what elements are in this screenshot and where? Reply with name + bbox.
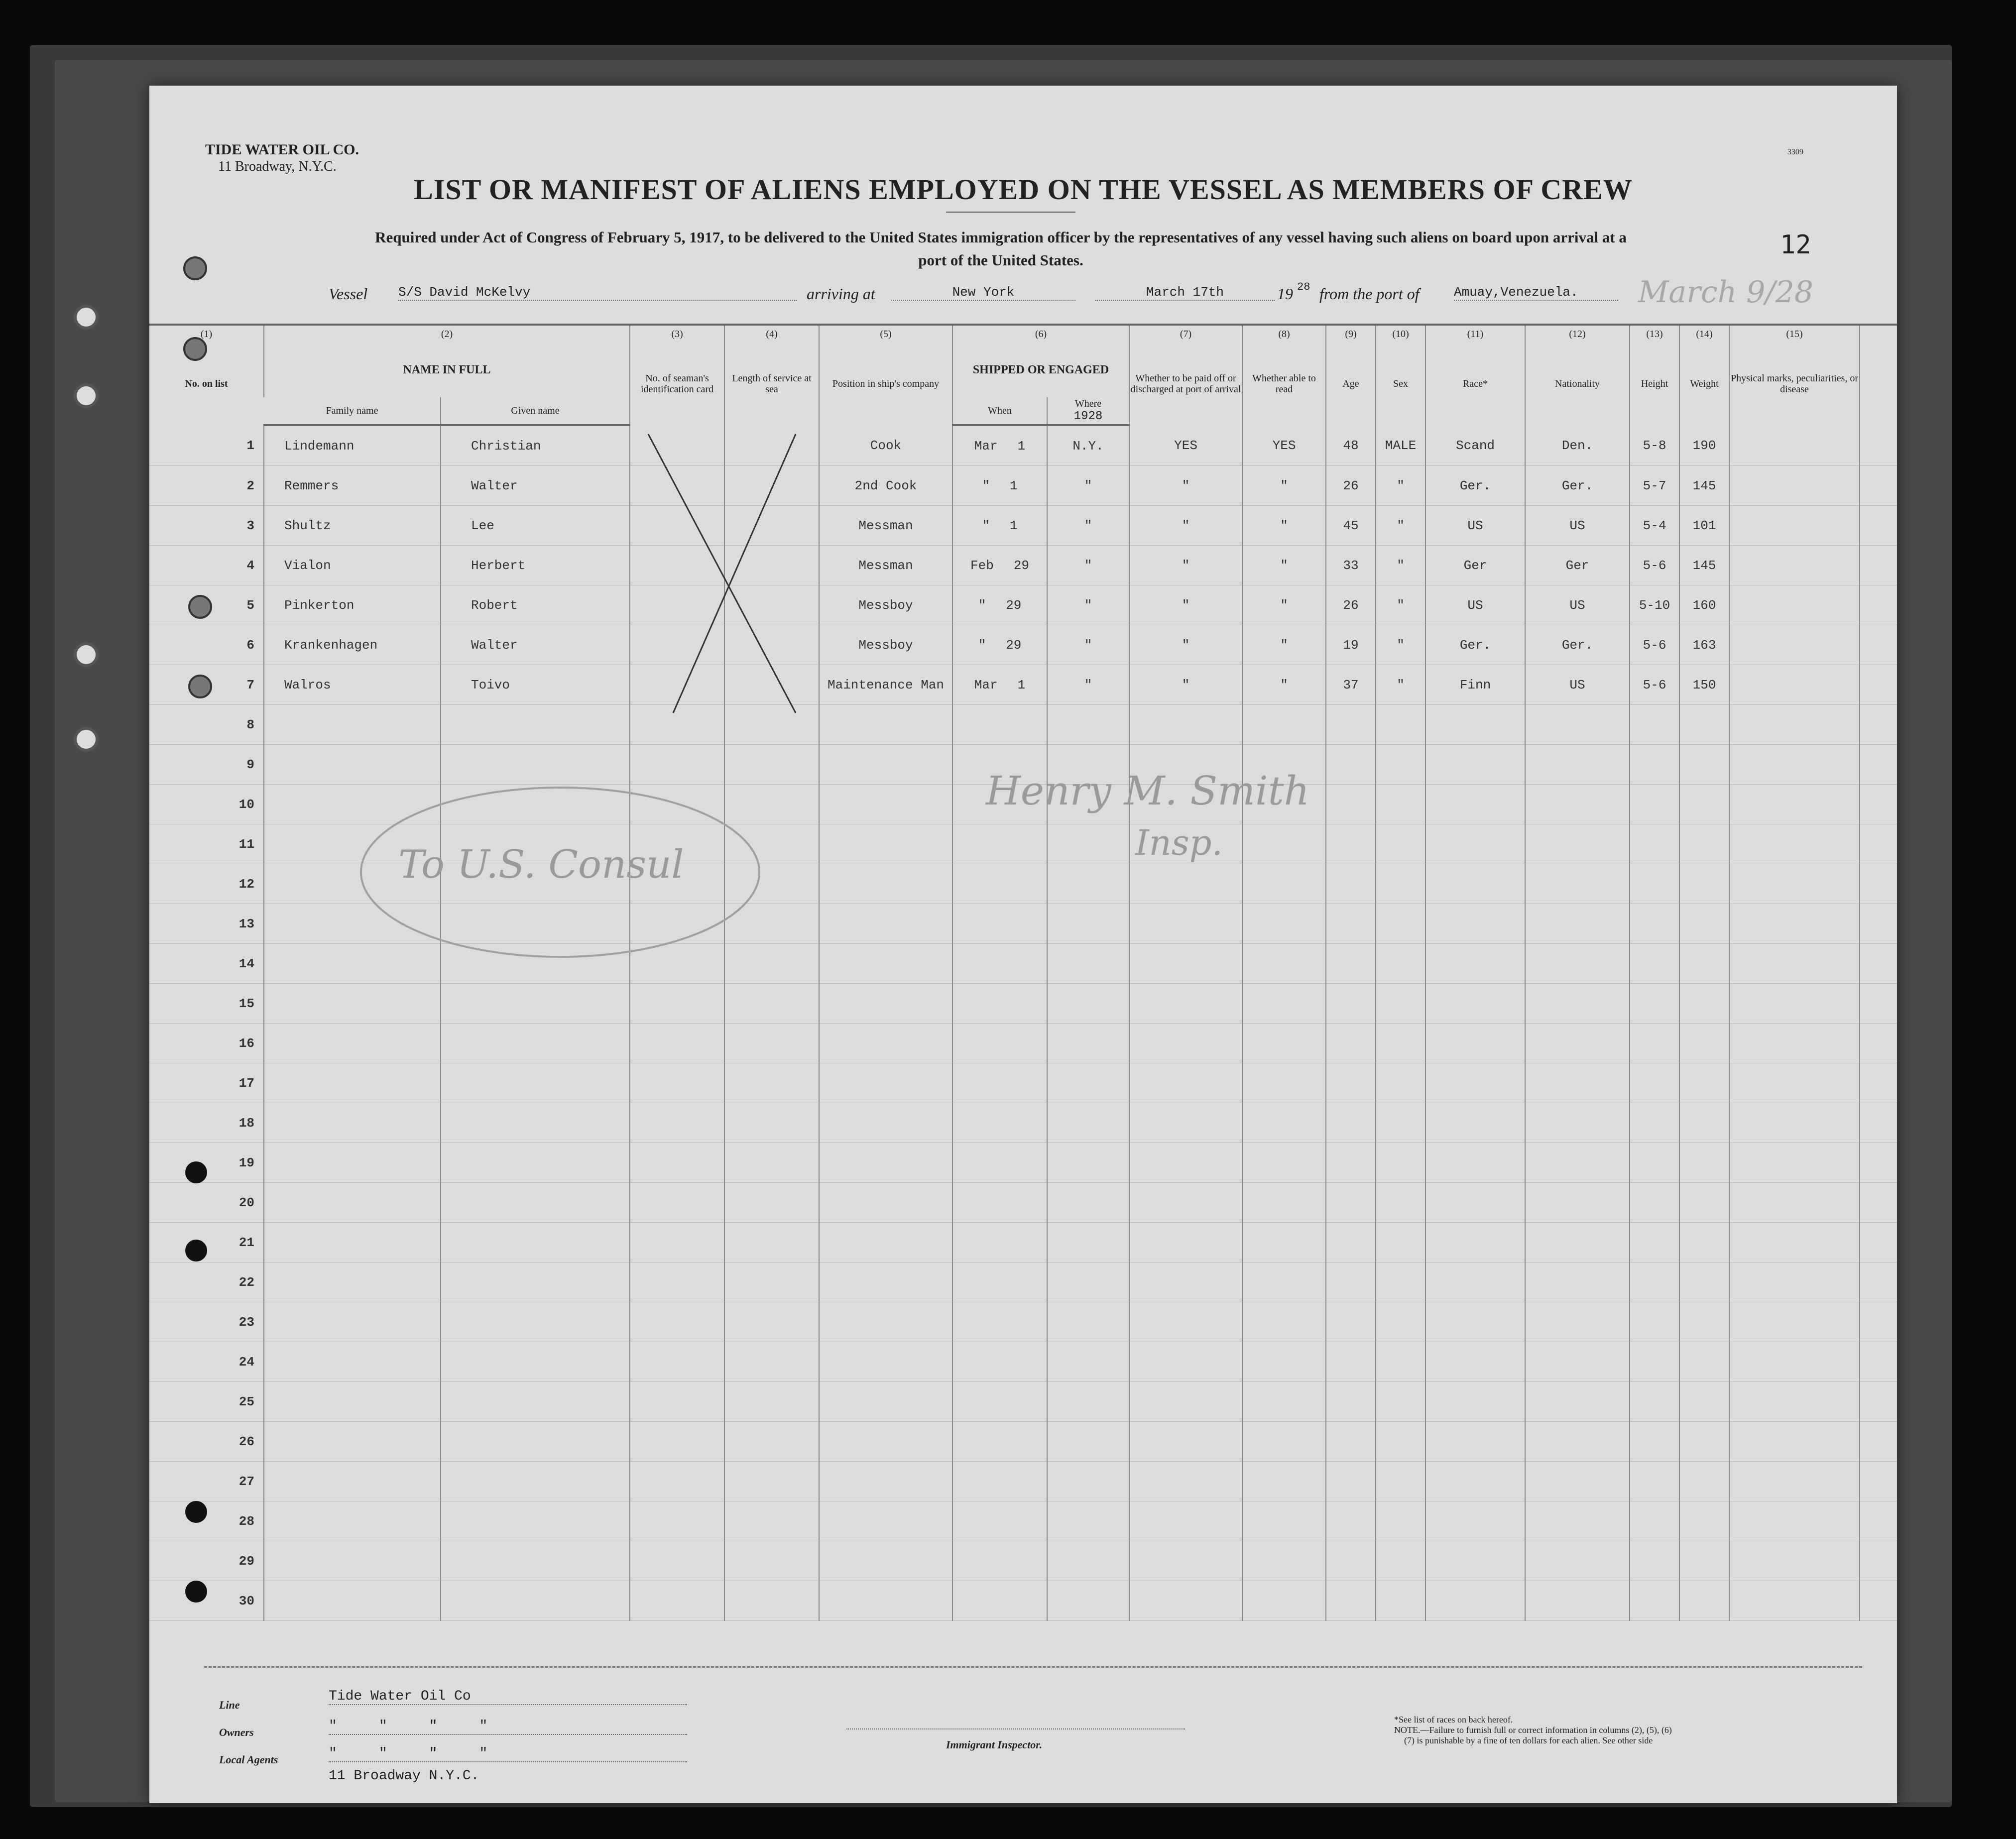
header-seaman-id: No. of seaman's identification card: [630, 343, 724, 425]
col-num-8: (8): [1242, 325, 1326, 343]
year-suffix: 28: [1297, 281, 1310, 293]
cell-where: ": [1047, 506, 1129, 546]
cell-age: 37: [1326, 665, 1376, 705]
line-number: 16: [149, 1024, 264, 1063]
cell-read: ": [1242, 625, 1326, 665]
line-number: 25: [149, 1382, 264, 1422]
line-number: 21: [149, 1223, 264, 1263]
line-number: 1: [149, 425, 264, 466]
header-no-on-list: No. on list: [185, 378, 228, 389]
cell-nationality: Den.: [1525, 425, 1630, 466]
cell-family: Krankenhagen: [264, 625, 441, 665]
owners-value: " " " ": [329, 1719, 687, 1735]
col-num-4: (4): [724, 325, 819, 343]
line-number: 9: [149, 745, 264, 785]
col-num-12: (12): [1525, 325, 1630, 343]
cell-when-month: ": [982, 478, 990, 493]
header-where-year: 1928: [1073, 410, 1103, 423]
header-length-service: Length of service at sea: [724, 343, 819, 425]
cell-weight: 145: [1679, 466, 1729, 506]
line-number: 8: [149, 705, 264, 745]
cell-weight: 163: [1679, 625, 1729, 665]
cell-read: ": [1242, 546, 1326, 585]
cell-sex: ": [1376, 585, 1425, 625]
header-age: Age: [1326, 343, 1376, 425]
cell-age: 19: [1326, 625, 1376, 665]
line-number: 10: [149, 785, 264, 824]
binder-hole: [74, 305, 99, 330]
cell-height: 5-6: [1630, 546, 1679, 585]
cell-nationality: US: [1525, 506, 1630, 546]
col-num-14: (14): [1679, 325, 1729, 343]
cell-height: 5-7: [1630, 466, 1679, 506]
line-number: 22: [149, 1263, 264, 1302]
binder-hole: [185, 1581, 207, 1603]
cell-where: ": [1047, 546, 1129, 585]
footnote-races: *See list of races on back hereof.: [1394, 1715, 1513, 1724]
cell-age: 48: [1326, 425, 1376, 466]
cell-paid: ": [1129, 585, 1242, 625]
cell-race: Ger.: [1425, 466, 1525, 506]
line-number: 19: [149, 1143, 264, 1183]
line-number: 3: [149, 506, 264, 546]
arriving-label: arriving at: [807, 285, 875, 303]
cell-family: Vialon: [264, 546, 441, 585]
cell-paid: ": [1129, 665, 1242, 705]
agents-value: " " " ": [329, 1746, 687, 1762]
line-number: 5: [149, 585, 264, 625]
cross-out-line: [648, 434, 796, 713]
cell-nationality: US: [1525, 665, 1630, 705]
line-number: 18: [149, 1103, 264, 1143]
header-when: When: [952, 397, 1047, 425]
line-number: 12: [149, 864, 264, 904]
cell-when-month: Feb: [970, 558, 994, 573]
vessel-label: Vessel: [329, 285, 368, 303]
agents-address: 11 Broadway N.Y.C.: [329, 1768, 479, 1784]
col-num-1: (1): [149, 325, 264, 343]
cell-read: ": [1242, 665, 1326, 705]
col-num-13: (13): [1630, 325, 1679, 343]
stamp-number: 3309: [1787, 148, 1803, 156]
binder-hole: [74, 727, 99, 752]
header-paid-off: Whether to be paid off or discharged at port of arrival: [1129, 343, 1242, 425]
cell-nationality: Ger.: [1525, 466, 1630, 506]
binder-hole: [185, 1161, 207, 1183]
cross-out-line: [673, 434, 796, 713]
cell-position: 2nd Cook: [819, 466, 952, 506]
cell-family: Shultz: [264, 506, 441, 546]
company-address: 11 Broadway, N.Y.C.: [218, 159, 337, 174]
line-number: 13: [149, 904, 264, 944]
binder-hole: [185, 1501, 207, 1523]
line-number: 6: [149, 625, 264, 665]
cell-when-month: Mar: [974, 438, 998, 454]
footnote-penalty-2: (7) is punishable by a fine of ten dollars for each alien. See other side: [1404, 1735, 1653, 1745]
line-number: 23: [149, 1302, 264, 1342]
header-shipped-engaged: SHIPPED OR ENGAGED: [952, 343, 1129, 397]
cell-age: 26: [1326, 585, 1376, 625]
cell-when-day: 29: [1013, 558, 1030, 573]
col-num-10: (10): [1376, 325, 1425, 343]
company-name: TIDE WATER OIL CO.: [205, 141, 359, 158]
subtitle-line-2: port of the United States.: [918, 251, 1083, 269]
cell-read: YES: [1242, 425, 1326, 466]
col-num-5: (5): [819, 325, 952, 343]
cell-age: 33: [1326, 546, 1376, 585]
manifest-page: [149, 86, 1897, 1803]
line-number: 27: [149, 1462, 264, 1501]
cell-race: Ger.: [1425, 625, 1525, 665]
cell-family: Walros: [264, 665, 441, 705]
binder-hole: [183, 256, 207, 280]
cell-sex: ": [1376, 466, 1425, 506]
cell-where: ": [1047, 665, 1129, 705]
cell-sex: ": [1376, 546, 1425, 585]
cell-sex: MALE: [1376, 425, 1425, 466]
cell-height: 5-10: [1630, 585, 1679, 625]
cell-height: 5-6: [1630, 625, 1679, 665]
subtitle-line-1: Required under Act of Congress of February 5, 1917, to be delivered to the United States immigration officer by the representatives of any vessel having such aliens on board upon arrival at a: [375, 229, 1627, 246]
line-label: Line: [219, 1699, 240, 1711]
cell-when-day: 1: [1010, 518, 1018, 533]
cell-race: US: [1425, 585, 1525, 625]
col-num-11: (11): [1425, 325, 1525, 343]
cell-position: Cook: [819, 425, 952, 466]
cell-family: Remmers: [264, 466, 441, 506]
cell-when-month: ": [978, 597, 986, 613]
col-num-9: (9): [1326, 325, 1376, 343]
cell-position: Messboy: [819, 585, 952, 625]
cell-sex: ": [1376, 625, 1425, 665]
cell-nationality: US: [1525, 585, 1630, 625]
cell-race: Finn: [1425, 665, 1525, 705]
cell-when-month: ": [978, 637, 986, 653]
cell-weight: 160: [1679, 585, 1729, 625]
header-name-in-full: NAME IN FULL: [264, 343, 630, 397]
cell-family: Lindemann: [264, 425, 441, 466]
binder-hole: [74, 642, 99, 667]
cell-given: Lee: [441, 506, 630, 546]
inspector-title-handwritten: Insp.: [1135, 822, 1223, 863]
cell-position: Maintenance Man: [819, 665, 952, 705]
cell-where: ": [1047, 585, 1129, 625]
binder-hole: [74, 383, 99, 408]
cell-age: 26: [1326, 466, 1376, 506]
col-num-3: (3): [630, 325, 724, 343]
cell-paid: ": [1129, 625, 1242, 665]
header-where-label: Where: [1074, 398, 1102, 409]
line-number: 11: [149, 824, 264, 864]
binder-hole: [188, 675, 212, 698]
cell-when-day: 29: [1006, 637, 1022, 653]
vessel-name: S/S David McKelvy: [398, 285, 797, 301]
cell-nationality: Ger.: [1525, 625, 1630, 665]
col-num-15: (15): [1729, 325, 1860, 343]
cell-paid: ": [1129, 546, 1242, 585]
cell-when-day: 1: [1017, 677, 1026, 692]
header-physical-marks: Physical marks, peculiarities, or disease: [1729, 343, 1860, 425]
consul-annotation: To U.S. Consul: [398, 842, 684, 887]
header-race: Race*: [1425, 343, 1525, 425]
line-number: 20: [149, 1183, 264, 1223]
cell-weight: 101: [1679, 506, 1729, 546]
from-port: Amuay,Venezuela.: [1454, 285, 1618, 301]
line-number: 24: [149, 1342, 264, 1382]
annotation-layer: [149, 86, 1897, 1803]
cell-given: Walter: [441, 625, 630, 665]
cell-when-day: 29: [1006, 597, 1022, 613]
cell-given: Walter: [441, 466, 630, 506]
cell-paid: ": [1129, 466, 1242, 506]
cell-when-month: Mar: [974, 677, 998, 692]
cell-family: Pinkerton: [264, 585, 441, 625]
cell-position: Messman: [819, 506, 952, 546]
cell-read: ": [1242, 585, 1326, 625]
line-number: 28: [149, 1501, 264, 1541]
col-num-7: (7): [1129, 325, 1242, 343]
cell-where: ": [1047, 466, 1129, 506]
line-value: Tide Water Oil Co: [329, 1689, 687, 1705]
cell-height: 5-8: [1630, 425, 1679, 466]
cell-age: 45: [1326, 506, 1376, 546]
page-title: LIST OR MANIFEST OF ALIENS EMPLOYED ON THE VESSEL AS MEMBERS OF CREW: [414, 173, 1633, 206]
cell-given: Herbert: [441, 546, 630, 585]
cell-sex: ": [1376, 506, 1425, 546]
line-number: 4: [149, 546, 264, 585]
line-number: 14: [149, 944, 264, 984]
cell-sex: ": [1376, 665, 1425, 705]
line-number: 2: [149, 466, 264, 506]
cell-read: ": [1242, 466, 1326, 506]
line-number: 7: [149, 665, 264, 705]
from-label: from the port of: [1319, 285, 1420, 303]
cell-nationality: Ger: [1525, 546, 1630, 585]
header-height: Height: [1630, 343, 1679, 425]
cell-weight: 190: [1679, 425, 1729, 466]
col-num-2: (2): [264, 325, 630, 343]
header-family-name: Family name: [264, 397, 441, 425]
cell-paid: YES: [1129, 425, 1242, 466]
owners-label: Owners: [219, 1726, 254, 1738]
cell-position: Messboy: [819, 625, 952, 665]
line-number: 15: [149, 984, 264, 1024]
line-number: 29: [149, 1541, 264, 1581]
header-able-to-read: Whether able to read: [1242, 343, 1326, 425]
cell-position: Messman: [819, 546, 952, 585]
line-number: 17: [149, 1063, 264, 1103]
sheet-number: 12: [1780, 230, 1811, 260]
cell-where: N.Y.: [1047, 425, 1129, 466]
cell-weight: 145: [1679, 546, 1729, 585]
binder-hole: [185, 1240, 207, 1262]
cell-when-day: 1: [1010, 478, 1018, 493]
handwritten-date: March 9/28: [1638, 275, 1813, 310]
cell-given: Christian: [441, 425, 630, 466]
cell-race: Ger: [1425, 546, 1525, 585]
line-number: 26: [149, 1422, 264, 1462]
cell-paid: ": [1129, 506, 1242, 546]
inspector-signature: Henry M. Smith: [986, 768, 1310, 814]
inspector-signature-line: [846, 1728, 1185, 1729]
year-prefix: 19: [1277, 285, 1293, 303]
cell-given: Robert: [441, 585, 630, 625]
header-weight: Weight: [1679, 343, 1729, 425]
binder-hole: [188, 595, 212, 619]
cell-height: 5-6: [1630, 665, 1679, 705]
arrival-port: New York: [891, 285, 1075, 301]
cell-height: 5-4: [1630, 506, 1679, 546]
cell-when-month: ": [982, 518, 990, 533]
header-sex: Sex: [1376, 343, 1425, 425]
header-nationality: Nationality: [1525, 343, 1630, 425]
col-num-6: (6): [952, 325, 1129, 343]
cell-where: ": [1047, 625, 1129, 665]
footer-divider: [204, 1666, 1862, 1668]
binder-hole: [183, 337, 207, 361]
cell-given: Toivo: [441, 665, 630, 705]
cell-weight: 150: [1679, 665, 1729, 705]
cell-when-day: 1: [1017, 438, 1026, 454]
line-number: 30: [149, 1581, 264, 1621]
cell-read: ": [1242, 506, 1326, 546]
header-position: Position in ship's company: [819, 343, 952, 425]
agents-label: Local Agents: [219, 1753, 278, 1766]
footnote-penalty-1: NOTE.—Failure to furnish full or correct information in columns (2), (5), (6): [1394, 1725, 1672, 1735]
header-given-name: Given name: [441, 397, 630, 425]
arrival-date: March 17th: [1095, 285, 1275, 301]
inspector-label: Immigrant Inspector.: [946, 1738, 1043, 1751]
cell-race: US: [1425, 506, 1525, 546]
cell-race: Scand: [1425, 425, 1525, 466]
